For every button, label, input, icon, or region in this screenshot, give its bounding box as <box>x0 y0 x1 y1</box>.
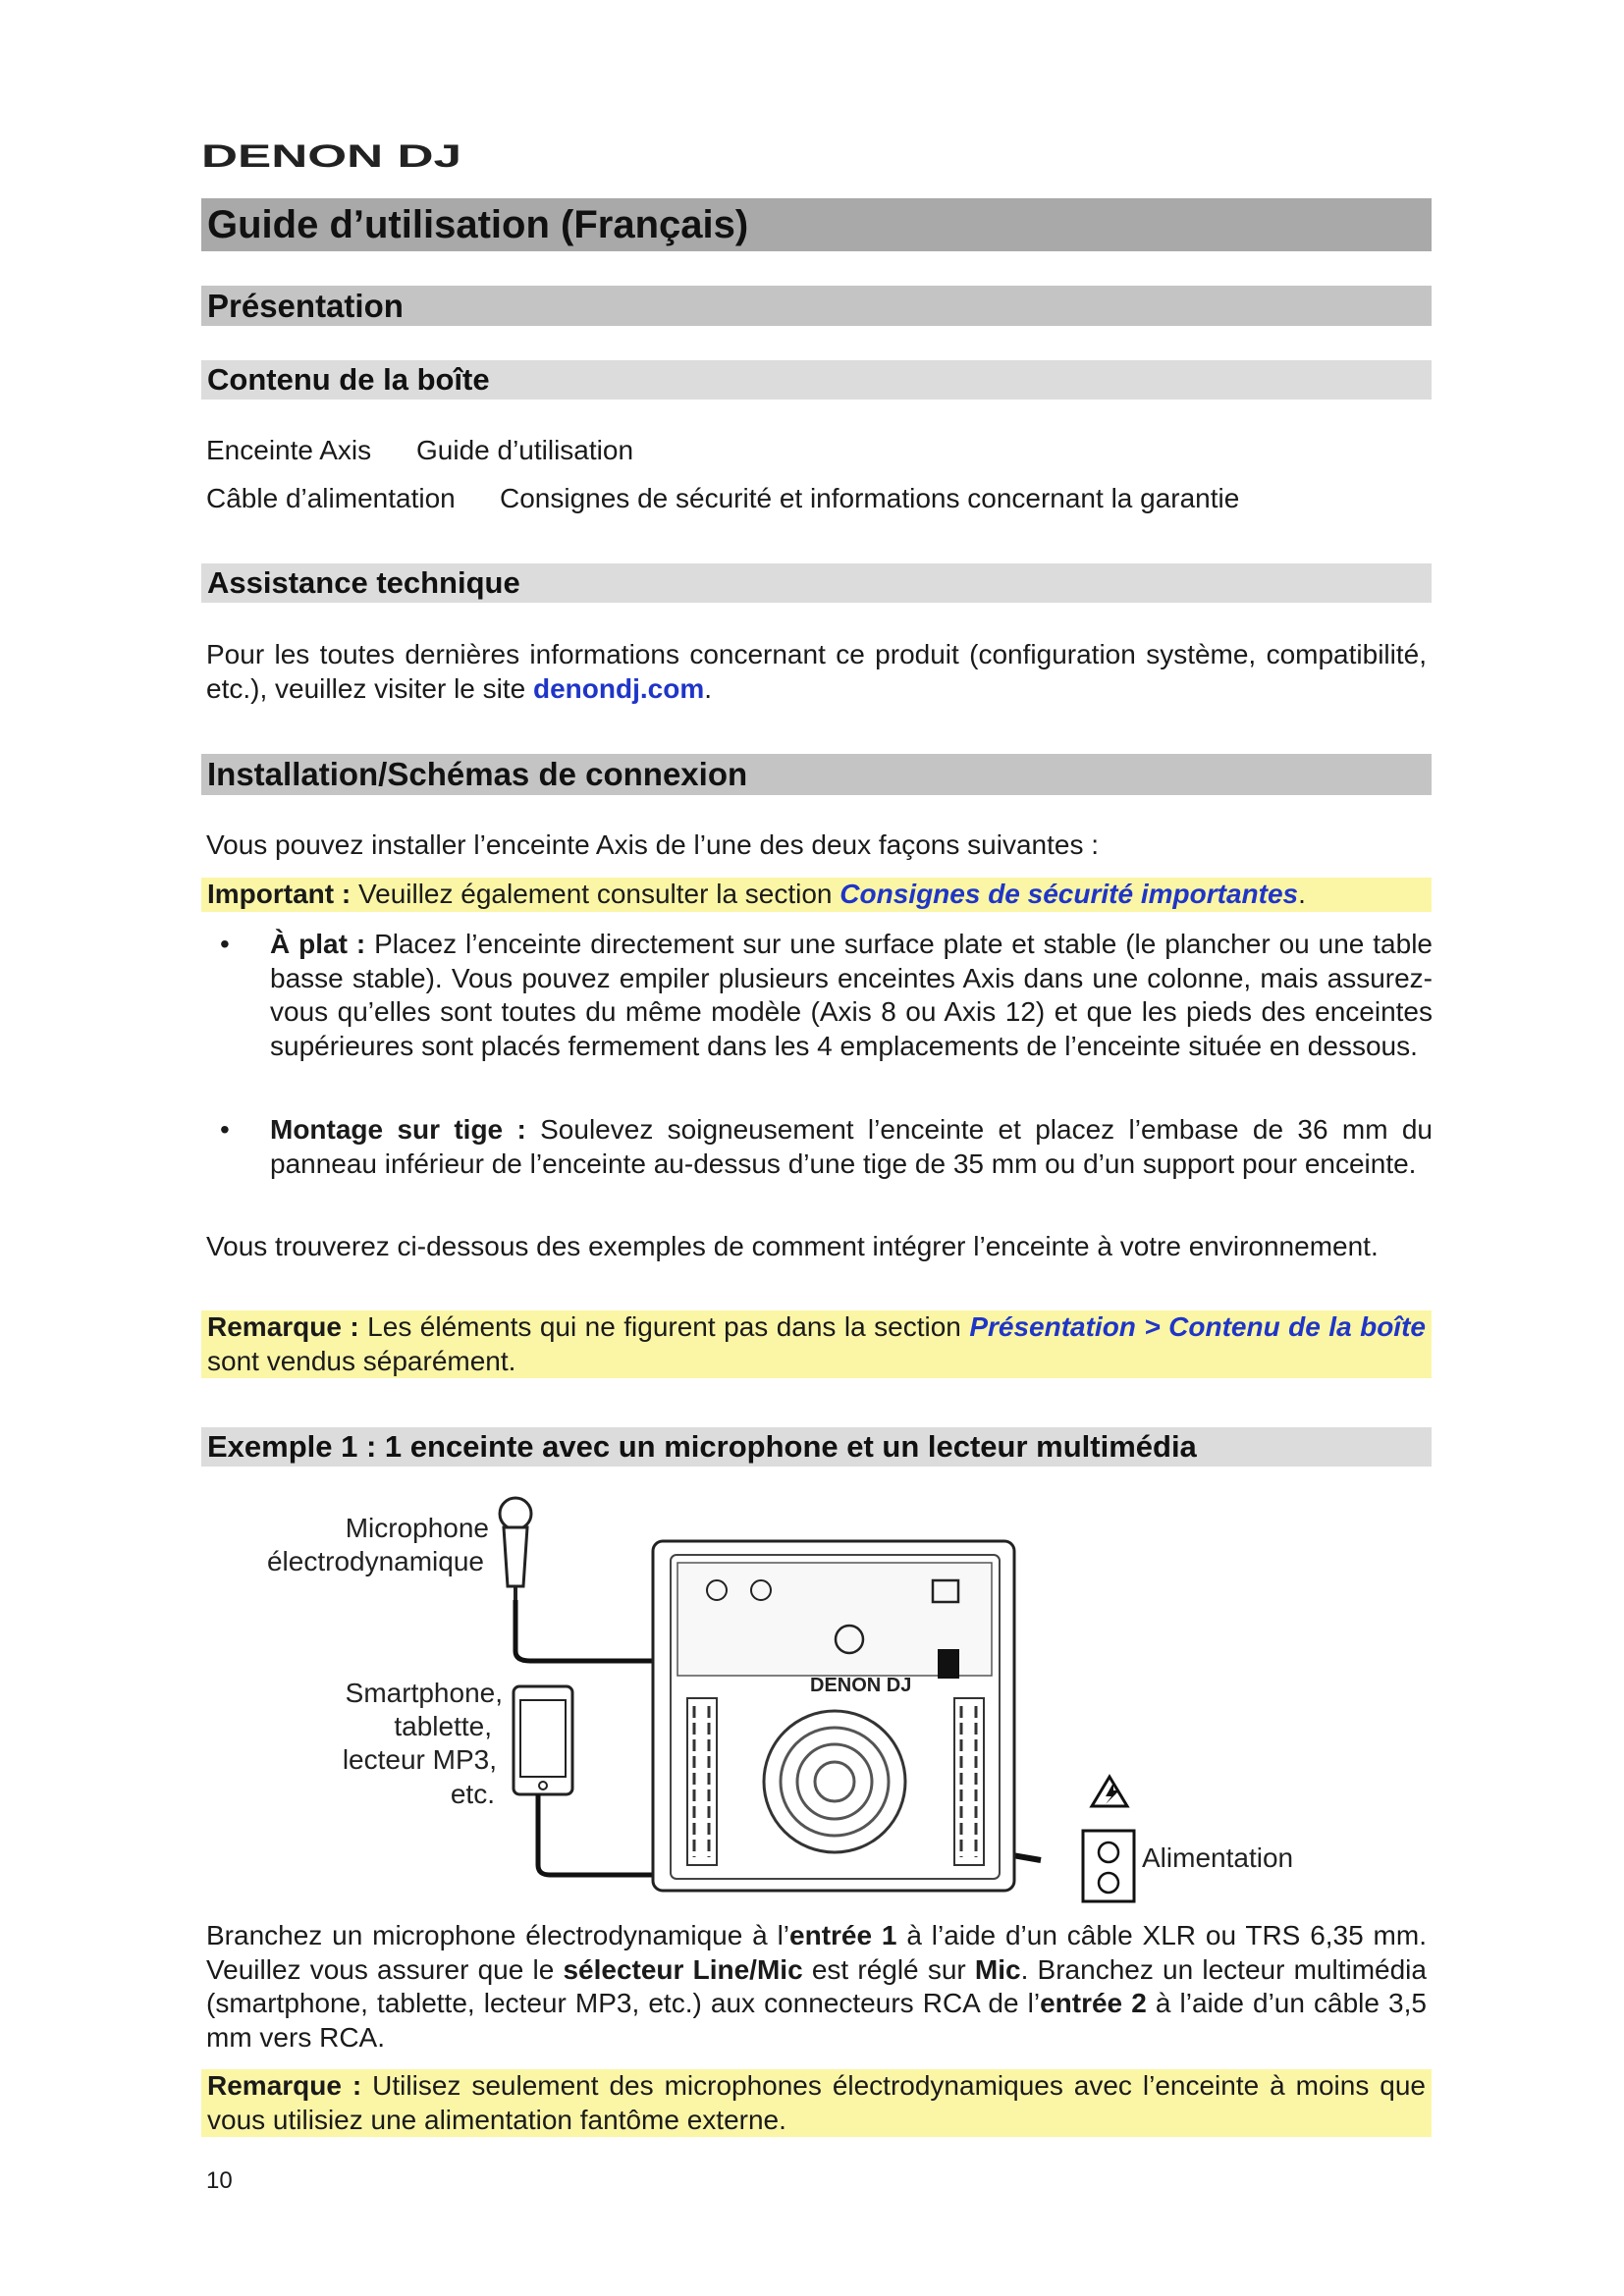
heading-example-1: Exemple 1 : 1 enceinte avec un microphone et un lecteur multimédia <box>201 1427 1432 1467</box>
bullet-dot: • <box>220 1114 230 1145</box>
note-sold-separately <box>201 1310 1432 1378</box>
support-paragraph <box>206 638 1427 706</box>
denon-dj-logo <box>201 137 496 182</box>
heading-installation: Installation/Schémas de connexion <box>201 754 1432 795</box>
heading-support: Assistance technique <box>201 563 1432 603</box>
box-item-safety: Consignes de sécurité et informations concernant la garantie <box>500 483 1240 513</box>
microphone-icon <box>500 1498 531 1600</box>
mic-label-2: électrodynamique <box>266 1546 484 1576</box>
example-bold-input-2: entrée 2 <box>1040 1988 1147 2018</box>
page-number: 10 <box>206 2167 233 2194</box>
example-bold-mic: Mic <box>974 1953 1021 1985</box>
page-title: Guide d’utilisation (Français) <box>201 198 1432 251</box>
brand-text: DENON DJ <box>201 138 461 174</box>
connection-diagram <box>245 1492 1326 1904</box>
support-link[interactable]: denondj.com <box>533 672 705 704</box>
example-bold-selector: sélecteur Line/Mic <box>563 1953 803 1985</box>
box-item-speaker: Enceinte Axis <box>206 435 372 465</box>
important-link[interactable]: Consignes de sécurité importantes <box>839 879 1299 909</box>
installation-intro: Vous pouvez installer l’enceinte Axis de l’une des deux façons suivantes : <box>206 829 1100 860</box>
power-outlet-icon <box>1083 1831 1134 1901</box>
important-note <box>201 878 1432 912</box>
note-text: Les éléments qui ne figurent pas dans la section <box>358 1311 970 1342</box>
mic-label: Microphone <box>345 1513 489 1543</box>
note-label: Remarque : <box>207 2070 362 2101</box>
bullet-pole-text: Soulevez soigneusement l’enceinte et placez l’embase de 36 mm du panneau inférieur de l’enceinte au-dessus d’une tige de 35 mm ou d’un support pour enceinte. <box>270 1114 1433 1179</box>
example-text: est réglé sur <box>802 1953 975 1985</box>
important-text: Veuillez également consulter la section <box>351 879 840 909</box>
panel-brand: DENON DJ <box>810 1675 912 1696</box>
bullet-item-pole <box>270 1113 1433 1181</box>
device-label-3: lecteur MP3, <box>342 1744 497 1775</box>
example-text: Branchez un microphone électrodynamique à l’ <box>206 1920 790 1950</box>
note-label: Remarque : <box>207 1311 359 1342</box>
important-end: . <box>1298 879 1306 909</box>
smartphone-icon <box>514 1686 572 1794</box>
note-text: Utilisez seulement des microphones électrodynamiques avec l’enceinte à moins que vous utilisiez une alimentation fantôme externe. <box>207 2070 1427 2135</box>
device-label-2: tablette, <box>394 1711 492 1741</box>
heading-box-contents: Contenu de la boîte <box>201 360 1432 400</box>
bullet-flat-text: Placez l’enceinte directement sur une surface plate et stable (le plancher ou une table basse stable). Vous pouvez empiler plusieurs enceintes Axis dans une colonne, mais assurez-vous qu’elles sont toutes du même modèle (Axis 8 ou Axis 12) et que les pieds des enceintes supérieures sont placés fermement dans les 4 emplacements de l’enceinte située en dessous. <box>270 929 1433 1061</box>
example-text: à l’aide d’un câble XLR ou TRS 6,35 mm. Veuillez vous assurer que le <box>206 1920 1427 1985</box>
example-1-paragraph <box>206 1919 1427 2055</box>
device-label: Smartphone, <box>345 1678 503 1708</box>
examples-intro: Vous trouverez ci-dessous des exemples de comment intégrer l’enceinte à votre environnement. <box>206 1231 1379 1261</box>
denon-dj-logo-graphic <box>201 137 496 177</box>
device-label-4: etc. <box>450 1779 495 1809</box>
example-bold-input-1: entrée 1 <box>789 1920 897 1950</box>
example-text: . Branchez un lecteur multimédia (smartphone, tablette, lecteur MP3, etc.) aux connecteurs RCA de l’ <box>206 1953 1427 2018</box>
bullet-flat-label: À plat : <box>270 929 366 959</box>
speaker-rear-panel <box>653 1541 1014 1891</box>
note-link[interactable]: Présentation > Contenu de la boîte <box>969 1311 1426 1342</box>
bullet-pole-label: Montage sur tige : <box>270 1114 526 1145</box>
box-item-guide: Guide d’utilisation <box>416 435 634 465</box>
power-label: Alimentation <box>1142 1842 1294 1873</box>
example-text: à l’aide d’un câble 3,5 mm vers RCA. <box>206 1988 1427 2053</box>
note-dynamic-mic <box>201 2069 1432 2137</box>
section-presentation: Présentation <box>201 286 1432 326</box>
bullet-item-flat <box>270 928 1433 1063</box>
support-text: Pour les toutes dernières informations concernant ce produit (configuration système, compatibilité, etc.), veuillez visiter le site <box>206 639 1427 704</box>
warning-icon <box>1092 1777 1127 1806</box>
bullet-dot: • <box>220 929 230 959</box>
box-item-power-cable: Câble d’alimentation <box>206 483 456 513</box>
important-label: Important : <box>207 879 352 909</box>
support-text-end: . <box>704 672 713 704</box>
note-end: sont vendus séparément. <box>207 1345 516 1376</box>
